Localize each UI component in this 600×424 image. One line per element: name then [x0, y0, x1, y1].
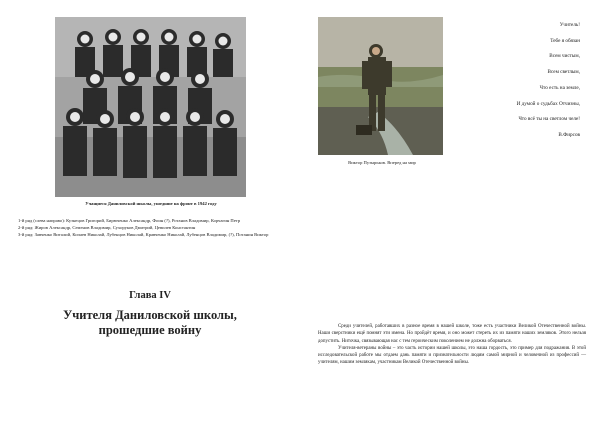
- painting-caption: Виктор Пузырьков. Вперед на мир: [348, 160, 416, 165]
- names-row-2: 2-й ряд: Жиров Александр, Семенов Владимир, Сухоруков Дмитрий, Цевилев Константин: [18, 224, 196, 230]
- painting-image: [318, 17, 443, 155]
- group-photo: [55, 17, 246, 197]
- poem-line-4: Всем светлым,: [547, 69, 580, 76]
- poem-line-1: Учитель!: [559, 22, 580, 28]
- chapter-heading: Глава IV: [129, 290, 171, 301]
- photo-caption: Учащиеся Даниловской школы, ушедшие на фронт в 1942 году: [85, 201, 217, 206]
- paragraph-1: Среди учителей, работавших в разное время в нашей школе, тоже есть участники Великой Отечественной войны. Наши сверстники ещё помнят эти имена. Но пройдёт время, и оно может стереть их из памяти наших земляков. Этого нельзя допустить. Ниточка, связывающая нас с тем героическим поколением не должна оборваться.: [318, 324, 586, 344]
- photo-names: [18, 218, 280, 238]
- body-text: [318, 323, 586, 367]
- poem-author: В.Фирсов: [558, 131, 580, 138]
- names-row-1: 1-й ряд (слева направо): Кузнецов Григорий, Бирюченко Александр, Фоин (?), Ротанов Владимир, Корчагин Петр: [18, 218, 241, 223]
- poem-line-2: Тебе я обязан: [550, 37, 580, 44]
- poem: [430, 18, 580, 144]
- poem-line-7: Что всё ты на светлом челе!: [518, 116, 580, 123]
- poem-line-3: Всем чистым,: [549, 53, 580, 60]
- poem-line-5: Что есть на земле,: [539, 84, 580, 91]
- names-row-3: 3-й ряд: Завченко Виталий, Копаев Николай, Лубенцов Николай, Кравченко Николай, Лубенцов Владимир, (?), Потанин Виктор: [18, 231, 269, 237]
- paragraph-2: Учителя-ветераны войны – это часть истории нашей школы, это наша гордость, это пример для подражания. В этой исследовательской работе мы отдаем дань памяти и признательности людям самой мирной и человечной из профессий — учителям, нашим землякам, участникам Великой Отечественной войны.: [318, 345, 586, 366]
- chapter-title: Учителя Даниловской школы, прошедшие войну: [63, 308, 237, 337]
- poem-line-6: И думой о судьбах Отчизны,: [516, 100, 580, 107]
